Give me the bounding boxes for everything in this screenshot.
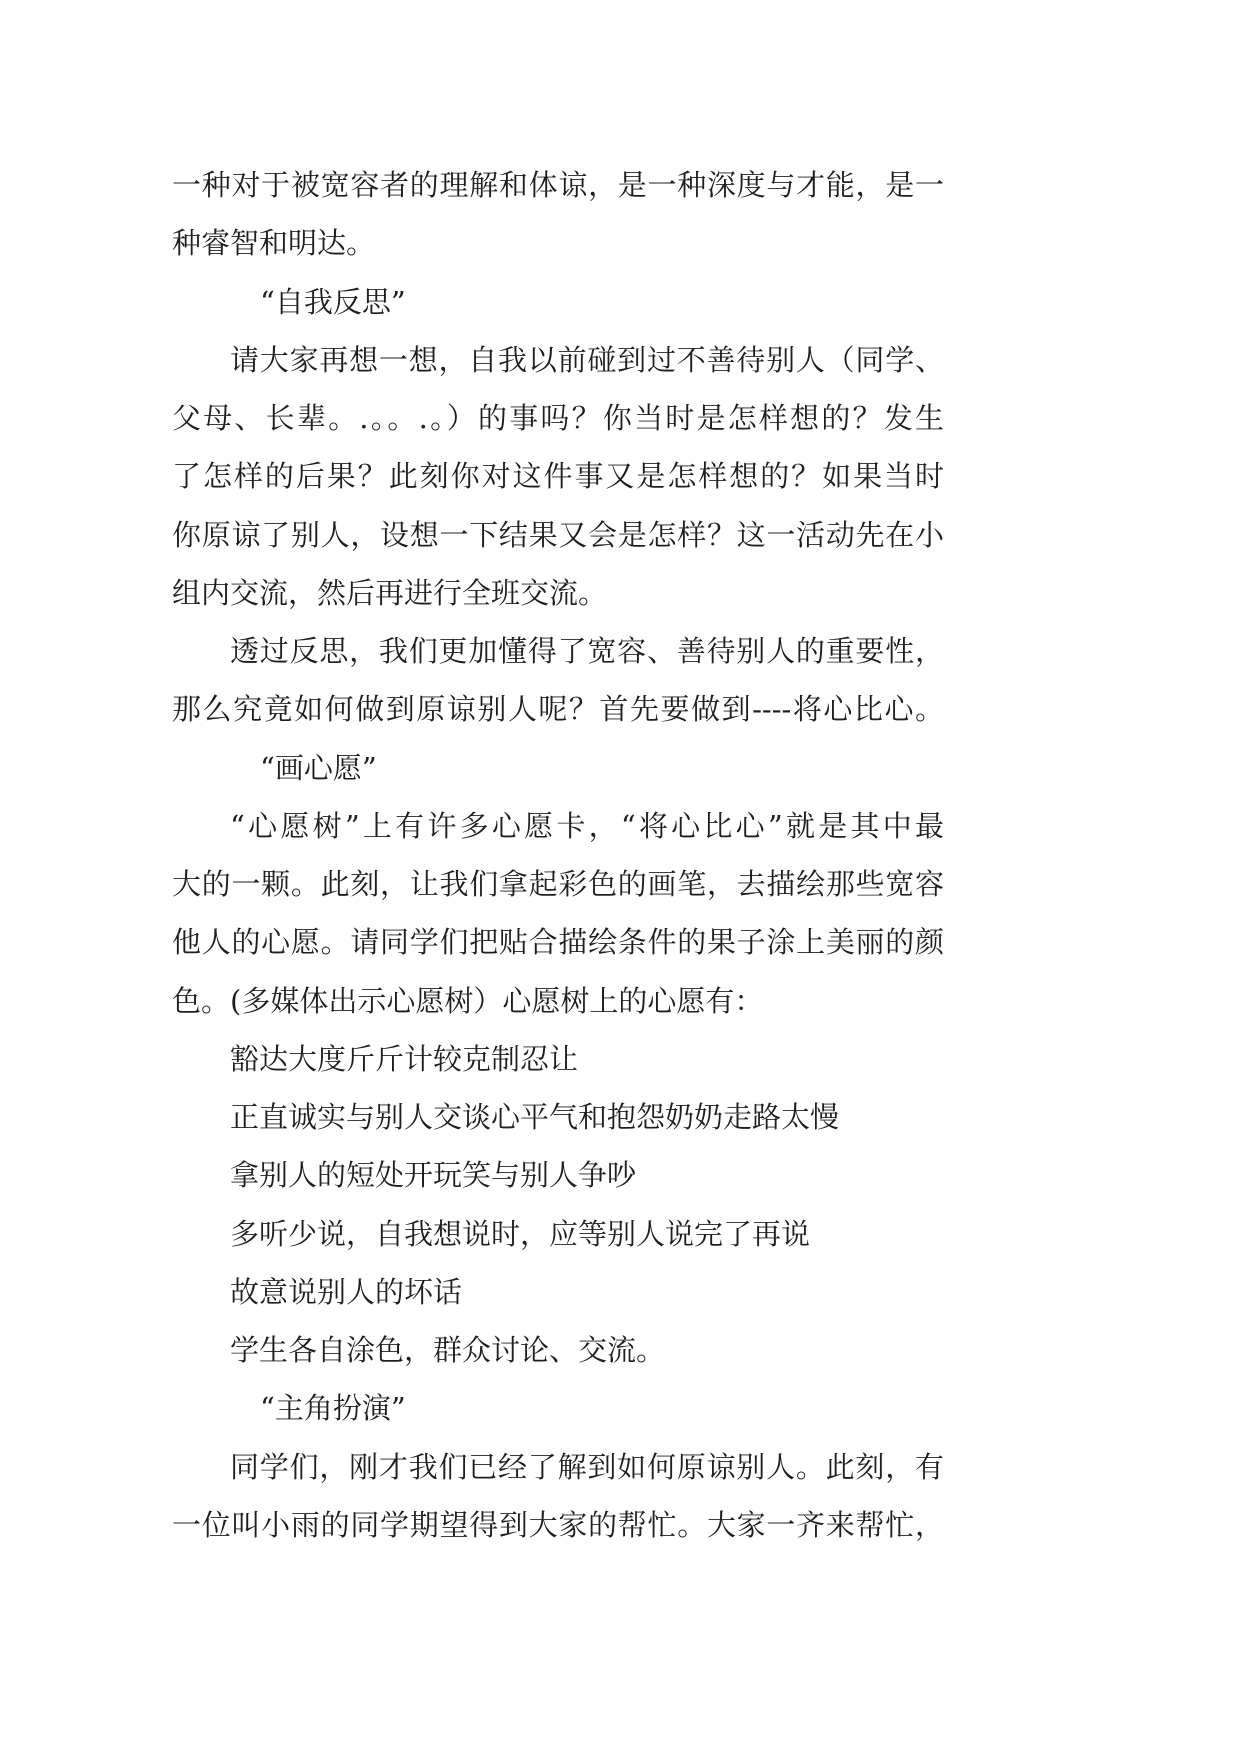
wish-list-item	[172, 1088, 944, 1146]
wish-list-item	[172, 1205, 944, 1263]
paragraph	[172, 622, 944, 739]
text-line: 请大家再想一想，自我以前碰到过不善待别人（同学、	[230, 342, 944, 377]
text-line: 了怎样的后果？此刻你对这件事又是怎样想的？如果当时	[172, 459, 944, 494]
text-line: 一位叫小雨的同学期望得到大家的帮忙。大家一齐来帮忙，	[172, 1507, 944, 1542]
paragraph	[172, 156, 944, 273]
text-line: 正直诚实与别人交谈心平气和抱怨奶奶走路太慢	[230, 1100, 840, 1134]
heading-text: “主角扮演”	[260, 1391, 406, 1426]
document-body	[172, 156, 944, 1554]
text-line: 拿别人的短处开玩笑与别人争吵	[230, 1158, 637, 1193]
heading-text: “自我反思”	[260, 284, 406, 319]
paragraph	[172, 331, 944, 622]
text-line: 透过反思，我们更加懂得了宽容、善待别人的重要性，	[230, 634, 944, 668]
wish-list-item	[172, 1263, 944, 1321]
text-line: 多听少说，自我想说时，应等别人说完了再说	[230, 1216, 811, 1251]
text-line: 学生各自涂色，群众讨论、交流。	[230, 1333, 666, 1367]
section-heading	[172, 273, 944, 331]
text-line: 他人的心愿。请同学们把贴合描绘条件的果子涂上美丽的颜	[172, 925, 944, 960]
text-line: 故意说别人的坏话	[230, 1274, 463, 1309]
paragraph	[172, 797, 944, 1030]
heading-text: “画心愿”	[260, 750, 377, 785]
wish-list-item	[172, 1030, 944, 1088]
text-line: “心愿树”上有许多心愿卡，“将心比心”就是其中最	[230, 808, 944, 843]
text-line: 一种对于被宽容者的理解和体谅，是一种深度与才能，是一	[172, 168, 944, 202]
text-line: 组内交流，然后再进行全班交流。	[172, 575, 608, 610]
text-line: 那么究竟如何做到原谅别人呢？首先要做到----将心比心。	[172, 692, 944, 727]
text-line: 豁达大度斤斤计较克制忍让	[230, 1041, 579, 1076]
paragraph	[172, 1321, 944, 1379]
wish-list-item	[172, 1146, 944, 1204]
text-line: 大的一颗。此刻，让我们拿起彩色的画笔，去描绘那些宽容	[172, 867, 944, 901]
section-heading	[172, 739, 944, 797]
text-line: 父母、长辈。.。。.。）的事吗？你当时是怎样想的？发生	[172, 401, 944, 435]
text-line: 同学们，刚才我们已经了解到如何原谅别人。此刻，有	[230, 1449, 944, 1484]
text-line: 色。(多媒体出示心愿树）心愿树上的心愿有：	[172, 983, 764, 1018]
section-heading	[172, 1379, 944, 1437]
paragraph	[172, 1438, 944, 1555]
text-line: 你原谅了别人，设想一下结果又会是怎样？这一活动先在小	[172, 517, 944, 552]
text-line: 种睿智和明达。	[172, 226, 376, 261]
